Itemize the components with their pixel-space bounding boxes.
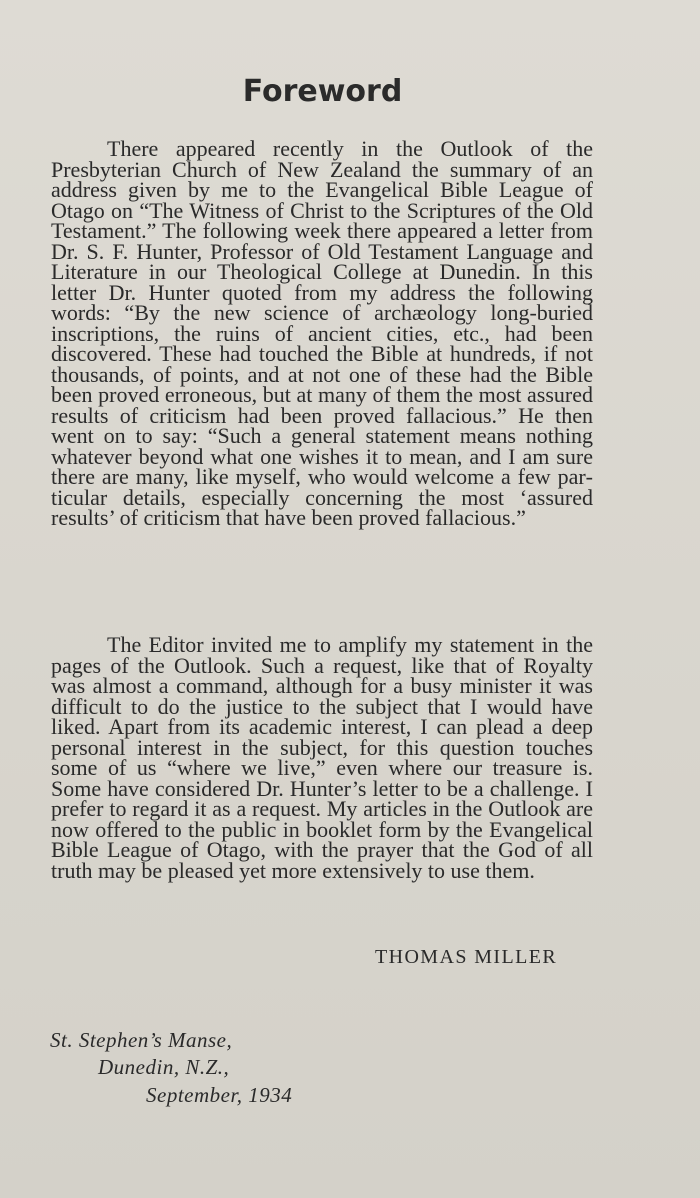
place-line-3: September, 1934	[146, 1083, 293, 1107]
author-signature: THOMAS MILLER	[375, 946, 558, 968]
paragraph-2: The Editor invited me to amplify my statement in the pages of the Outlook. Such a request, like that of Royalty was almost a command, although for a busy minister it was difficult to do the justice to the subject that I would have liked. Apart from its academic interest, I can plead a deep personal interest in the subject, for this question touches some of us “where we live,” even where our treasure is. Some have considered Dr. Hunter’s letter to be a challenge. I prefer to regard it as a request. My articles in the Outlook are now offered to the public in booklet form by the Evangelical Bible League of Otago, with the prayer that the God of all truth may be pleased yet more extensively to use them.	[51, 632, 593, 883]
place-line-2: Dunedin, N.Z.,	[98, 1055, 230, 1079]
page-title: Foreword	[242, 74, 403, 109]
place-line-1: St. Stephen’s Manse,	[50, 1028, 233, 1052]
paragraph-1: There appeared recently in the Outlook of the Presbyterian Church of New Zealand the summary of an address given by me to the Evangelical Bible League of Otago on “The Witness of Christ to the Scriptures of the Old Testament.” The following week there appeared a letter from Dr. S. F. Hunter, Professor of Old Testament Language and Literature in our Theological College at Dunedin. In this letter Dr. Hunter quoted from my address the following words: “By the new science of archæology long-buried inscriptions, the ruins of ancient cities, etc., had been discovered. These had touched the Bible at hundreds, if not thousands, of points, and at not one of these had the Bible been proved erroneous, but at many of them the most assured results of criticism had been proved fallacious.” He then went on to say: “Such a general statement means nothing whatever beyond what one wishes it to mean, and I am sure there are many, like myself, who would welcome a few particular details, especially concerning the most ‘assured results’ of criticism that have been proved fallacious.”	[51, 136, 593, 530]
